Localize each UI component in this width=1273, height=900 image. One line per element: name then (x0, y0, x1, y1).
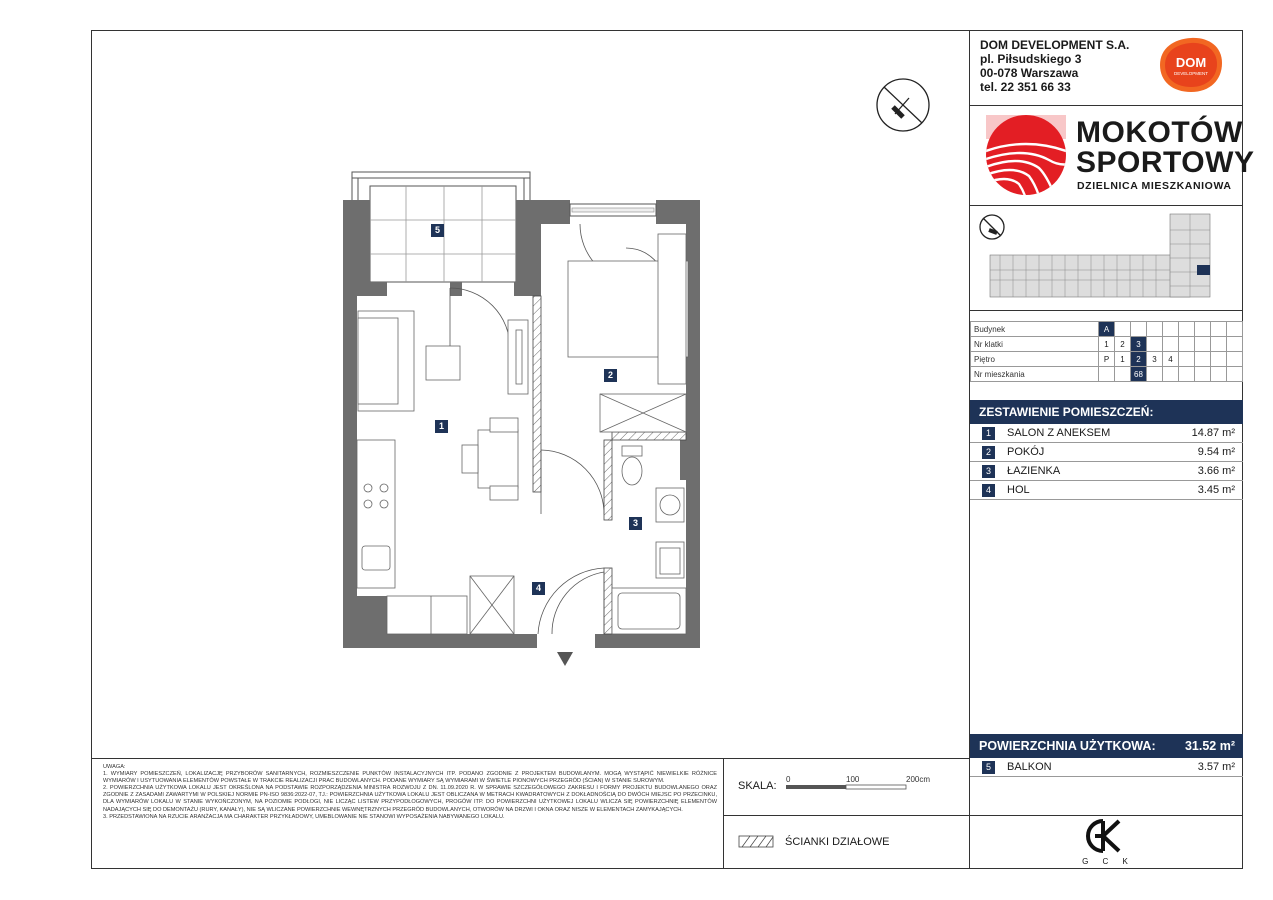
location-cell: 3 (1147, 352, 1163, 367)
location-cell (1131, 322, 1147, 337)
location-row-label: Nr klatki (971, 337, 1099, 352)
location-row (971, 352, 1243, 367)
apartment-marker (1197, 265, 1210, 275)
plan-label-living: 1 (435, 420, 448, 433)
company-info (980, 38, 1129, 94)
location-cell (1115, 322, 1131, 337)
balcony-area: 3.57 m² (1197, 761, 1235, 773)
location-row-label: Nr mieszkania (971, 367, 1099, 382)
scale-tick-0: 0 (786, 775, 791, 784)
company-name: DOM DEVELOPMENT S.A. (980, 38, 1130, 52)
location-cell: P (1099, 352, 1115, 367)
room-row (970, 481, 1243, 500)
floor-plan (340, 168, 710, 668)
project-title-line2: SPORTOWY (1076, 146, 1255, 179)
room-area: 9.54 m² (1197, 446, 1235, 458)
location-cell (1195, 337, 1211, 352)
scale-tick-200: 200cm (906, 775, 931, 784)
location-cell (1115, 367, 1131, 382)
mokotow-sportowy-logo-icon (983, 114, 1069, 196)
location-cell (1179, 322, 1195, 337)
balcony-name: BALKON (1007, 761, 1052, 773)
bathroom-fixtures (612, 446, 686, 634)
notes-block (103, 764, 717, 821)
room-num: 3 (982, 465, 995, 478)
room-row (970, 443, 1243, 462)
rooms-heading: ZESTAWIENIE POMIESZCZEŃ: (970, 400, 1243, 424)
note-3: 3. PRZEDSTAWIONA NA RZUCIE ARANŻACJA MA CHARAKTER PRZYKŁADOWY, UMEBLOWANIE NIE STANOWI WYPOSAŻENIA NABYWANEGO LOKALU. (103, 813, 505, 820)
partition-wall (612, 432, 686, 440)
notes-divider (91, 758, 970, 759)
partition-legend-label: ŚCIANKI DZIAŁOWE (785, 836, 890, 848)
location-cell (1195, 352, 1211, 367)
room-area: 3.66 m² (1197, 465, 1235, 477)
notes-title: UWAGA: (103, 764, 126, 770)
balcony-row (970, 758, 1243, 777)
partition-wall (604, 568, 612, 634)
company-address: pl. Piłsudskiego 3 (980, 52, 1082, 66)
usable-area-total (970, 734, 1243, 758)
gck-logo (1077, 818, 1139, 866)
gck-letters: G C K (1082, 857, 1134, 866)
scale-bar (782, 773, 942, 795)
logo-dom-text: DOM (1175, 55, 1207, 70)
room-num: 1 (982, 427, 995, 440)
room-name: SALON Z ANEKSEM (1007, 427, 1111, 439)
bedroom-furniture (568, 234, 688, 432)
room-name: ŁAZIENKA (1007, 465, 1061, 477)
location-cell: 1 (1099, 337, 1115, 352)
location-cell (1147, 322, 1163, 337)
location-cell (1147, 367, 1163, 382)
compass-icon (874, 77, 932, 133)
room-num: 4 (982, 484, 995, 497)
location-cell (1211, 322, 1227, 337)
location-cell (1147, 337, 1163, 352)
plan-label-bathroom: 3 (629, 517, 642, 530)
room-name: HOL (1007, 484, 1030, 496)
location-cell: 2 (1115, 337, 1131, 352)
location-row-label: Budynek (971, 322, 1099, 337)
location-cell: 3 (1131, 337, 1147, 352)
location-cell (1179, 367, 1195, 382)
project-subtitle: DZIELNICA MIESZKANIOWA (1077, 180, 1232, 192)
plan-label-hall: 4 (532, 582, 545, 595)
note-1: 1. WYMIARY POMIESZCZEŃ, LOKALIZACJĘ PRZYBORÓW SANITARNYCH, ROZMIESZCZENIE PUNKTÓW INSTALACYJNYCH ITP. PODANO ZGODNIE Z PROJEKTEM BUDOWLANYM. MOGĄ WYSTĄPIĆ NIEWIELKIE RÓŻNICE WYMIARÓW I USYTUOWANIA ELEMENTÓW POWSTAŁE W TRAKCIE REALIZACJI PRAC BUDOWLANYCH. PODANE WYMIARY SĄ WYMIARAMI W ŚWIETLE PIONOWYCH PRZEGRÓD (ŚCIAN) W STANIE SUROWYM. (103, 771, 717, 785)
room-row (970, 462, 1243, 481)
location-cell (1211, 352, 1227, 367)
location-cell (1179, 352, 1195, 367)
location-cell (1227, 352, 1243, 367)
location-cell: 1 (1115, 352, 1131, 367)
partition-legend-swatch (738, 835, 776, 849)
dom-development-logo (1158, 36, 1224, 94)
divider (969, 815, 1243, 816)
company-phone: tel. 22 351 66 33 (980, 80, 1071, 94)
room-name: POKÓJ (1007, 446, 1045, 458)
location-cell (1163, 367, 1179, 382)
divider (969, 310, 1243, 311)
location-cell (1227, 337, 1243, 352)
project-title (1076, 118, 1254, 178)
location-cell (1227, 367, 1243, 382)
location-cell (1211, 337, 1227, 352)
location-cell (1195, 322, 1211, 337)
room-area: 14.87 m² (1191, 427, 1235, 439)
location-cell (1163, 322, 1179, 337)
entrance-marker (557, 652, 573, 666)
total-label: POWIERZCHNIA UŻYTKOWA: (979, 739, 1156, 753)
partition-wall (533, 296, 541, 492)
room-row (970, 424, 1243, 443)
location-row (971, 337, 1243, 352)
total-value: 31.52 m² (1184, 739, 1235, 753)
location-row (971, 367, 1243, 382)
location-row-label: Piętro (971, 352, 1099, 367)
room-area: 3.45 m² (1197, 484, 1235, 496)
logo-development-text: DEVELOPMENT (1173, 71, 1209, 76)
location-table (970, 321, 1243, 382)
location-cell (1195, 367, 1211, 382)
location-cell: 4 (1163, 352, 1179, 367)
plan-label-bedroom: 2 (604, 369, 617, 382)
scale-tick-100: 100 (846, 775, 860, 784)
divider (723, 758, 724, 869)
location-cell (1163, 337, 1179, 352)
note-2: 2. POWIERZCHNIA UŻYTKOWA LOKALU JEST OKREŚLONA NA PODSTAWIE ROZPORZĄDZENIA MINISTRA ROZWOJU Z DN. 11.09.2020 R. W SPRAWIE SZCZEGÓŁOWEGO ZAKRESU I FORMY PROJEKTU BUDOWLANEGO ORAZ ZGODNIE Z ZASADAMI ZAWARTYMI W POLSKIEJ NORMIE PN-ISO 9836:2022-07, TJ.: POWIERZCHNIA UŻYTKOWA LOKALU JEST OBLICZANA W METRACH KWADRATOWYCH Z DOKŁADNOŚCIĄ DO DWÓCH MIEJSC PO PRZECINKU, DLA WYMIARÓW LOKALU W STANIE WYKOŃCZONYM, NA POZIOMIE PODŁOGI, NIE LICZĄC LISTEW PRZYPODŁOGOWYCH, PROGÓW ITP. DO POWIERZCHNI UŻYTKOWEJ LOKALU WLICZA SIĘ POWIERZCHNIĘ ELEMENTÓW NADAJĄCYCH SIĘ DO DEMONTAŻU (RURY, KANAŁY), NIE SĄ WLICZANE POWIERZCHNIE WEWNĘTRZNYCH PRZEGRÓD BUDOWLANYCH, OTWORÓW NA DRZWI I OKNA ORAZ NISZE W ELEMENTACH ZAMYKAJĄCYCH. (103, 785, 717, 813)
partition-wall (604, 440, 612, 520)
location-cell: A (1099, 322, 1115, 337)
key-plan (975, 210, 1240, 307)
scale-label: SKALA: (738, 780, 777, 792)
location-cell (1227, 322, 1243, 337)
balcony-num: 5 (982, 761, 995, 774)
location-row (971, 322, 1243, 337)
room-num: 2 (982, 446, 995, 459)
location-cell: 68 (1131, 367, 1147, 382)
divider (723, 815, 970, 816)
location-cell (1211, 367, 1227, 382)
divider (969, 205, 1243, 206)
location-cell (1099, 367, 1115, 382)
company-city: 00-078 Warszawa (980, 66, 1079, 80)
plan-label-balcony: 5 (431, 224, 444, 237)
divider (969, 105, 1243, 106)
location-cell: 2 (1131, 352, 1147, 367)
project-title-line1: MOKOTÓW (1076, 116, 1243, 149)
location-cell (1179, 337, 1195, 352)
